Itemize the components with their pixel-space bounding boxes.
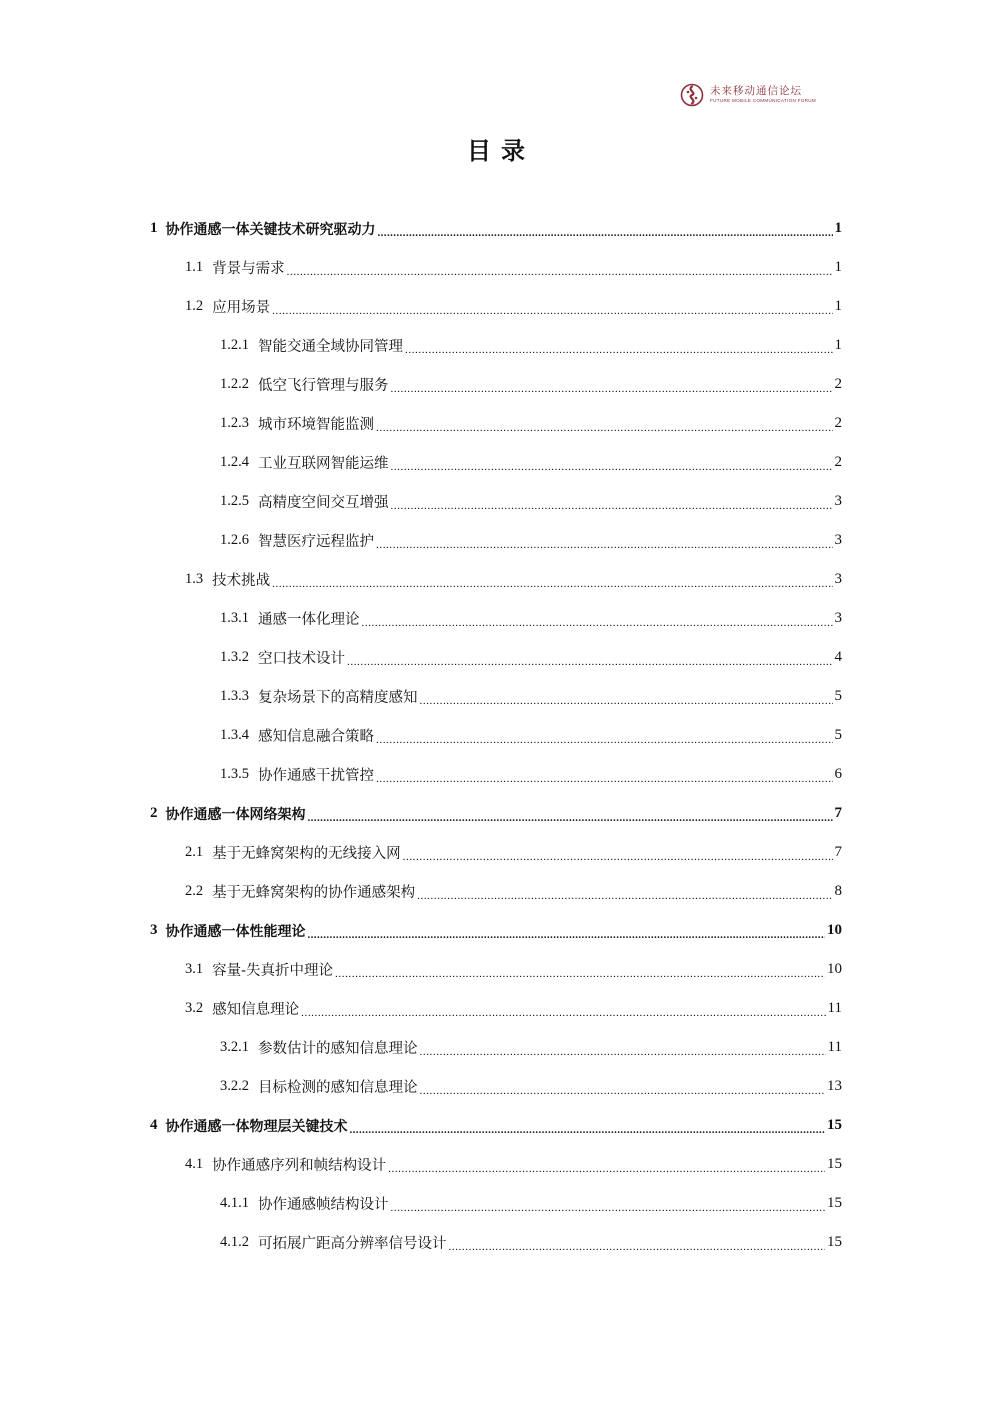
- toc-entry-number: 1.2.1: [220, 337, 249, 353]
- toc-entry-page: 15: [827, 1156, 842, 1172]
- toc-entry-label: 感知信息理论: [212, 1002, 300, 1018]
- toc-entry-page: 2: [834, 415, 842, 431]
- toc-entry-number: 3.2.1: [220, 1039, 249, 1055]
- toc-dot-leader: [405, 341, 833, 356]
- toc-entry-label: 目标检测的感知信息理论: [258, 1080, 418, 1096]
- toc-entry-1-3-2[interactable]: [0, 638, 992, 677]
- toc-entry-2[interactable]: [0, 794, 992, 833]
- toc-dot-leader: [391, 458, 833, 473]
- toc-entry-4-1-1[interactable]: [0, 1184, 992, 1223]
- toc-entry-number: 1.1: [185, 259, 204, 275]
- toc-entry-page: 2: [834, 454, 842, 470]
- toc-entry-1-3-3[interactable]: [0, 677, 992, 716]
- toc-entry-label: 工业互联网智能运维: [258, 456, 389, 472]
- toc-entry-number: 1.3.3: [220, 688, 249, 704]
- toc-entry-label: 基于无蜂窝架构的协作通感架构: [212, 885, 416, 901]
- toc-entry-label: 协作通感序列和帧结构设计: [212, 1158, 387, 1174]
- toc-dot-leader: [301, 1004, 825, 1019]
- toc-entry-label: 复杂场景下的高精度感知: [258, 690, 418, 706]
- toc-dot-leader: [420, 1043, 826, 1058]
- toc-entry-number: 1.2.6: [220, 532, 249, 548]
- toc-entry-label: 高精度空间交互增强: [258, 495, 389, 511]
- toc-dot-leader: [376, 419, 833, 434]
- toc-entry-number: 3.2.2: [220, 1078, 249, 1094]
- toc-entry-number: 3.1: [185, 961, 204, 977]
- toc-entry-page: 1: [834, 337, 842, 353]
- toc-entry-4[interactable]: [0, 1106, 992, 1145]
- toc-entry-number: 3.2: [185, 1000, 204, 1016]
- toc-entry-label: 协作通感一体物理层关键技术: [165, 1118, 348, 1135]
- toc-entry-4-1[interactable]: [0, 1145, 992, 1184]
- toc-entry-page: 15: [827, 1117, 842, 1133]
- toc-entry-label: 协作通感帧结构设计: [258, 1197, 389, 1213]
- toc-entry-3-2[interactable]: [0, 989, 992, 1028]
- toc-dot-leader: [362, 614, 833, 629]
- toc-entry-number: 4.1.2: [220, 1234, 249, 1250]
- toc-dot-leader: [449, 1238, 826, 1253]
- toc-dot-leader: [403, 848, 833, 863]
- toc-entry-number: 1.3.1: [220, 610, 249, 626]
- toc-dot-leader: [350, 1122, 826, 1136]
- toc-entry-2-2[interactable]: [0, 872, 992, 911]
- page-title: 目录: [467, 137, 535, 165]
- table-of-contents: [0, 209, 992, 1262]
- toc-entry-number: 1: [150, 220, 158, 236]
- toc-entry-1-2-5[interactable]: [0, 482, 992, 521]
- toc-entry-page: 8: [834, 883, 842, 899]
- toc-entry-page: 7: [834, 844, 842, 860]
- toc-entry-3[interactable]: [0, 911, 992, 950]
- toc-entry-number: 2.1: [185, 844, 204, 860]
- toc-entry-page: 3: [834, 532, 842, 548]
- toc-dot-leader: [376, 536, 833, 551]
- toc-dot-leader: [347, 653, 833, 668]
- toc-entry-1[interactable]: [0, 209, 992, 248]
- toc-entry-1-3-1[interactable]: [0, 599, 992, 638]
- toc-entry-1-1[interactable]: [0, 248, 992, 287]
- toc-entry-number: 4.1.1: [220, 1195, 249, 1211]
- toc-dot-leader: [376, 770, 833, 785]
- toc-entry-number: 1.3.2: [220, 649, 249, 665]
- toc-entry-number: 2.2: [185, 883, 204, 899]
- toc-entry-page: 10: [827, 922, 842, 938]
- toc-entry-number: 4: [150, 1117, 158, 1133]
- toc-entry-number: 4.1: [185, 1156, 204, 1172]
- toc-entry-number: 1.2.2: [220, 376, 249, 392]
- toc-entry-page: 1: [834, 220, 842, 236]
- toc-entry-3-1[interactable]: [0, 950, 992, 989]
- toc-dot-leader: [391, 1199, 826, 1214]
- toc-entry-1-3-4[interactable]: [0, 716, 992, 755]
- toc-entry-1-2-3[interactable]: [0, 404, 992, 443]
- toc-entry-number: 2: [150, 805, 158, 821]
- toc-entry-3-2-1[interactable]: [0, 1028, 992, 1067]
- toc-entry-1-3[interactable]: [0, 560, 992, 599]
- toc-dot-leader: [378, 225, 833, 239]
- toc-entry-label: 技术挑战: [212, 573, 271, 589]
- toc-entry-page: 13: [827, 1078, 842, 1094]
- toc-entry-page: 4: [834, 649, 842, 665]
- toc-entry-label: 通感一体化理论: [258, 612, 360, 628]
- toc-entry-label: 容量-失真折中理论: [212, 963, 334, 979]
- toc-entry-1-2-1[interactable]: [0, 326, 992, 365]
- toc-entry-number: 1.2.4: [220, 454, 249, 470]
- toc-entry-label: 感知信息融合策略: [258, 729, 374, 745]
- toc-dot-leader: [308, 927, 826, 941]
- toc-dot-leader: [287, 263, 833, 278]
- toc-dot-leader: [335, 965, 825, 980]
- toc-dot-leader: [417, 887, 832, 902]
- toc-dot-leader: [272, 302, 832, 317]
- toc-entry-1-3-5[interactable]: [0, 755, 992, 794]
- toc-entry-label: 协作通感一体性能理论: [165, 923, 306, 940]
- toc-entry-page: 3: [834, 571, 842, 587]
- toc-dot-leader: [420, 692, 833, 707]
- toc-entry-label: 协作通感一体关键技术研究驱动力: [165, 221, 376, 238]
- toc-dot-leader: [388, 1160, 825, 1175]
- forum-logo-icon: [680, 83, 704, 107]
- toc-dot-leader: [420, 1082, 826, 1097]
- toc-entry-page: 5: [834, 688, 842, 704]
- toc-entry-page: 15: [827, 1195, 842, 1211]
- toc-entry-page: 7: [834, 805, 842, 821]
- toc-entry-number: 1.3: [185, 571, 204, 587]
- toc-dot-leader: [376, 731, 833, 746]
- toc-entry-page: 3: [834, 493, 842, 509]
- toc-entry-2-1[interactable]: [0, 833, 992, 872]
- toc-entry-label: 可拓展广距高分辨率信号设计: [258, 1236, 447, 1252]
- toc-entry-1-2-2[interactable]: [0, 365, 992, 404]
- toc-entry-label: 智能交通全域协同管理: [258, 339, 403, 355]
- toc-entry-page: 1: [834, 298, 842, 314]
- toc-entry-label: 应用场景: [212, 300, 271, 316]
- forum-logo: [680, 82, 825, 108]
- toc-entry-page: 10: [827, 961, 842, 977]
- toc-entry-3-2-2[interactable]: [0, 1067, 992, 1106]
- toc-entry-1-2-4[interactable]: [0, 443, 992, 482]
- toc-entry-label: 低空飞行管理与服务: [258, 378, 389, 394]
- toc-entry-number: 1.2.3: [220, 415, 249, 431]
- toc-entry-number: 1.2.5: [220, 493, 249, 509]
- toc-entry-page: 11: [827, 1039, 842, 1055]
- toc-entry-page: 1: [834, 259, 842, 275]
- toc-entry-1-2-6[interactable]: [0, 521, 992, 560]
- logo-text-en: FUTURE MOBILE COMMUNICATION FORUM: [710, 97, 817, 103]
- toc-entry-number: 1.3.4: [220, 727, 249, 743]
- toc-entry-page: 2: [834, 376, 842, 392]
- toc-entry-label: 协作通感一体网络架构: [165, 806, 306, 823]
- toc-entry-label: 城市环境智能监测: [258, 417, 374, 433]
- toc-entry-page: 15: [827, 1234, 842, 1250]
- toc-entry-number: 1.2: [185, 298, 204, 314]
- toc-entry-page: 5: [834, 727, 842, 743]
- toc-dot-leader: [391, 497, 833, 512]
- toc-entry-label: 协作通感干扰管控: [258, 768, 374, 784]
- toc-entry-1-2[interactable]: [0, 287, 992, 326]
- toc-entry-label: 基于无蜂窝架构的无线接入网: [212, 846, 401, 862]
- toc-entry-label: 空口技术设计: [258, 651, 345, 667]
- toc-dot-leader: [308, 810, 833, 824]
- toc-dot-leader: [391, 380, 833, 395]
- logo-text-cn: 未来移动通信论坛: [710, 85, 802, 98]
- toc-entry-label: 参数估计的感知信息理论: [258, 1041, 418, 1057]
- toc-entry-label: 智慧医疗远程监护: [258, 534, 374, 550]
- toc-dot-leader: [272, 575, 832, 590]
- toc-entry-number: 3: [150, 922, 158, 938]
- toc-entry-page: 6: [834, 766, 842, 782]
- toc-entry-page: 11: [827, 1000, 842, 1016]
- toc-entry-label: 背景与需求: [212, 261, 285, 277]
- toc-entry-page: 3: [834, 610, 842, 626]
- toc-entry-4-1-2[interactable]: [0, 1223, 992, 1262]
- toc-entry-number: 1.3.5: [220, 766, 249, 782]
